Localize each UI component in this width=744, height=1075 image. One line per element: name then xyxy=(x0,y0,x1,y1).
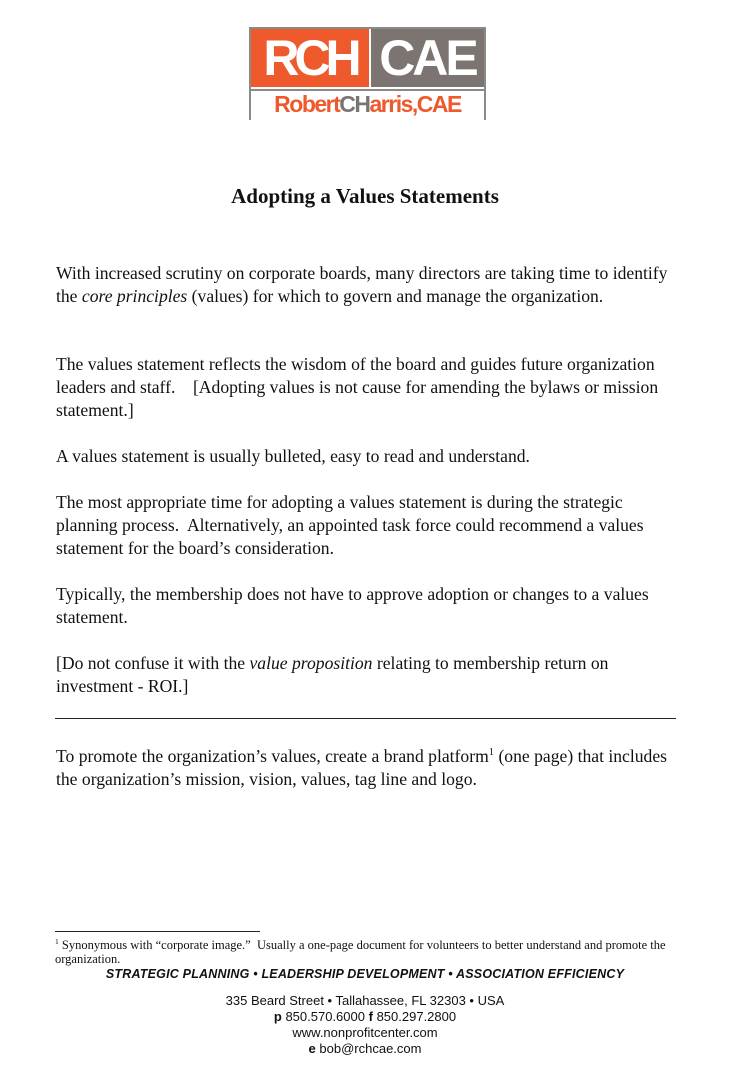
fax-number: 850.297.2800 xyxy=(376,1009,457,1024)
p6-text-b: relating to membership return on investment - ROI.] xyxy=(56,653,609,696)
paragraph-bulleted: A values statement is usually bulleted, easy to read and understand. xyxy=(56,446,530,466)
footer-website[interactable]: www.nonprofitcenter.com xyxy=(292,1025,438,1040)
logo-name-part1: Robert xyxy=(274,91,340,117)
footnote-reference: 1 xyxy=(488,747,495,759)
p1-emphasis: core principles xyxy=(81,286,188,306)
p7-text-a: To promote the organization’s values, create a brand platform xyxy=(56,746,489,766)
paragraph-timing: The most appropriate time for adopting a values statement is during the strategic planning process. Alternatively, an appointed task force could recommend a values statement for the board’s consideration. xyxy=(56,492,648,558)
email-address[interactable]: bob@rchcae.com xyxy=(319,1041,422,1056)
logo-mark-right: CAE xyxy=(371,29,484,87)
footer-tagline: STRATEGIC PLANNING • LEADERSHIP DEVELOPMENT • ASSOCIATION EFFICIENCY xyxy=(105,967,625,981)
footer-address: 335 Beard Street • Tallahassee, FL 32303 • USA xyxy=(225,993,505,1008)
footer-email xyxy=(0,1041,730,1057)
section-divider xyxy=(55,718,676,719)
paragraph-core-principles xyxy=(56,262,686,308)
footnote-divider xyxy=(55,931,260,932)
email-label: e xyxy=(308,1041,316,1056)
paragraph-wisdom: The values statement reflects the wisdom of the board and guides future organization leaders and staff. [Adopting values is not cause for amending the bylaws or mission statement.] xyxy=(56,354,663,420)
footer-phone-fax xyxy=(0,1009,730,1025)
logo-mark xyxy=(251,29,484,87)
p1-text-a: With increased scrutiny on corporate boards, many directors are taking time to identify the xyxy=(56,263,668,306)
logo-name-part3: arris,CAE xyxy=(369,91,461,117)
footnote-marker: 1 xyxy=(55,936,59,946)
p1-text-b: (values) for which to govern and manage the organization. xyxy=(187,286,604,306)
paragraph-value-proposition xyxy=(56,652,686,698)
document-title: Adopting a Values Statements xyxy=(231,184,499,208)
paragraph-membership: Typically, the membership does not have to approve adoption or changes to a values statement. xyxy=(56,584,649,627)
paragraph-brand-platform xyxy=(56,745,686,791)
fax-label: f xyxy=(368,1009,373,1024)
p6-emphasis: value proposition xyxy=(249,653,373,673)
company-logo xyxy=(249,27,486,120)
phone-label: p xyxy=(273,1009,282,1024)
logo-mark-left: RCH xyxy=(251,29,371,87)
footnote xyxy=(55,938,685,966)
p6-text-a: [Do not confuse it with the xyxy=(56,653,250,673)
p7-text-b: (one page) that includes the organization’s mission, vision, values, tag line and logo. xyxy=(56,746,667,789)
phone-number: 850.570.6000 xyxy=(285,1009,365,1024)
logo-name-part2: CH xyxy=(339,91,370,117)
footnote-text: Synonymous with “corporate image.” Usually a one-page document for volunteers to better understand and promote the organization. xyxy=(55,938,669,966)
logo-name xyxy=(251,89,484,120)
